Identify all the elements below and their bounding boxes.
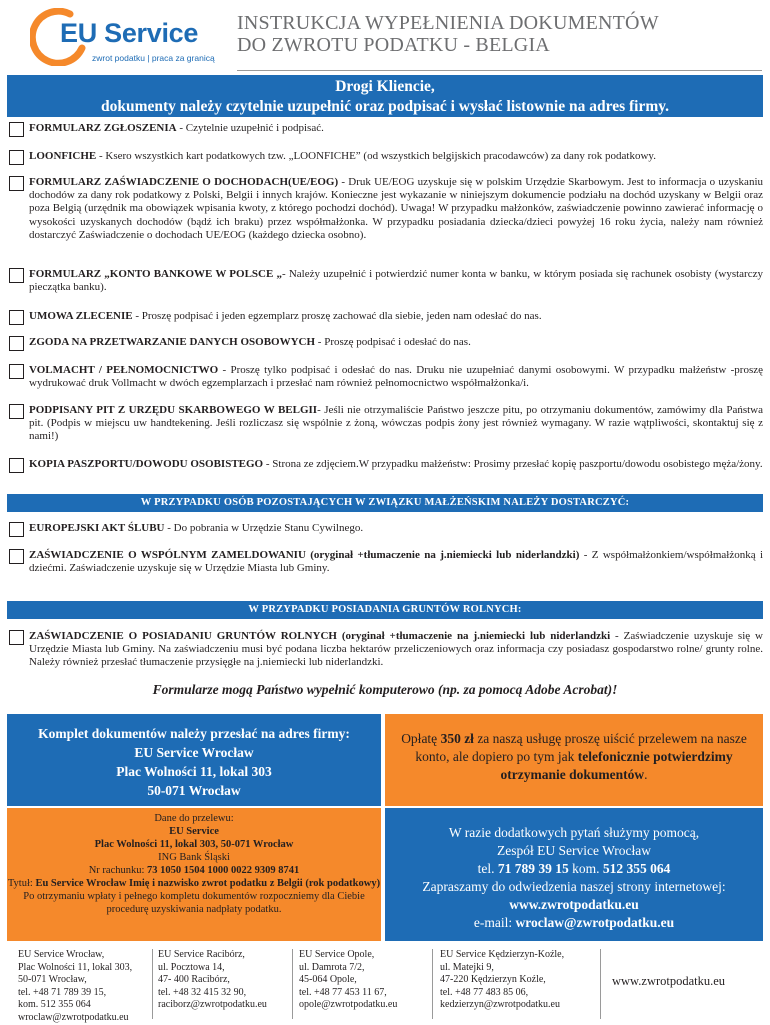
computer-fill-note: Formularze mogą Państwo wypełnić komputerowo (np. za pomocą Adobe Acrobat)!	[152, 682, 618, 697]
title-value: Eu Service Wrocław Imię i nazwisko zwrot podatku z Belgii (rok podatkowy)	[35, 878, 381, 889]
checkbox[interactable]	[9, 176, 24, 191]
transfer-address: Plac Wolności 11, lokal 303, 50-071 Wrocław	[94, 839, 294, 850]
company-name: EU Service Wrocław	[134, 745, 254, 760]
contact-intro: W razie dodatkowych pytań służymy pomocą,	[448, 825, 700, 840]
item-description: - Proszę podpisać i odesłać do nas.	[315, 336, 471, 348]
item-title: ZAŚWIADCZENIE O WSPÓLNYM ZAMELDOWANIU (oryginał +tłumaczenie na j.niemiecki lub niderlandzki)	[29, 549, 580, 561]
email-label: e-mail:	[473, 915, 516, 930]
account-number: 73 1050 1504 1000 0022 9309 8741	[147, 865, 300, 876]
item-description: - Strona ze zdjęciem.W przypadku małżeństw: Prosimy przesłać kopię paszportu/dowodu osobistego męża/żony.	[263, 458, 763, 470]
footer-divider	[432, 949, 433, 1019]
account-label: Nr rachunku:	[88, 865, 148, 876]
item-title: PODPISANY PIT Z URZĘDU SKARBOWEGO W BELGII	[29, 404, 318, 416]
banner-instruction: dokumenty należy czytelnie uzupełnić oraz podpisać i wysłać listownie na adres firmy.	[100, 98, 670, 115]
office-line: Plac Wolności 11, lokal 303,	[18, 961, 133, 973]
intro-banner	[7, 75, 763, 117]
married-section-header: W PRZYPADKU OSÓB POZOSTAJĄCYCH W ZWIĄZKU MAŁŻEŃSKIM NALEŻY DOSTARCZYĆ:	[7, 494, 763, 512]
office-line: tel. +48 77 483 85 06,	[440, 986, 529, 998]
office-opole	[299, 949, 397, 1012]
office-line: 45-064 Opole,	[299, 974, 357, 986]
item-title: FORMULARZ ZAŚWIADCZENIE O DOCHODACH(UE/EOG)	[29, 176, 339, 188]
office-line: EU Service Kędzierzyn-Koźle,	[440, 949, 565, 960]
office-line: 47-220 Kędzierzyn Koźle,	[440, 974, 546, 986]
office-line: ul. Matejki 9,	[440, 961, 494, 973]
office-line: 47- 400 Racibórz,	[158, 974, 230, 986]
checkbox[interactable]	[9, 458, 24, 473]
item-description: - Jeśli nie otrzymaliście Państwo jeszcze pitu, po otrzymaniu dokumentów, zamówimy dla Państwa pit. (Podpis w miejscu uw handtekening. Jeśli rozliczasz się wspólnie z żoną, wówczas podpis żony jest również wymagany. W razie wątpliwości, skontaktuj się z nami!)	[29, 404, 763, 443]
item-description: - Należy uzupełnić i potwierdzić numer konta w banku, w którym posiada się rachunek osobisty (wystarczy pieczątka banku).	[29, 268, 763, 294]
title-divider	[237, 70, 762, 71]
fee-text: za naszą usługę proszę uiścić przelewem na nasze konto, ale dopiero po tym jak	[415, 731, 747, 764]
fee-amount: 350 zł	[440, 731, 474, 746]
mailing-address-box	[7, 714, 381, 806]
checkbox[interactable]	[9, 268, 24, 283]
logo-tagline: zwrot podatku | praca za granicą	[92, 53, 215, 63]
item-description: - Z współmałżonkiem/współmałżonką i dziećmi. Zaświadczenie uzyskuje się w Urzędzie Miasta lub Gminy.	[29, 549, 764, 575]
transfer-company: EU Service	[169, 826, 219, 837]
checkbox[interactable]	[9, 310, 24, 325]
item-title: FORMULARZ ZGŁOSZENIA	[29, 122, 177, 134]
title-label: Tytuł:	[7, 878, 36, 889]
checkbox[interactable]	[9, 404, 24, 419]
contact-phone-line	[385, 860, 763, 878]
fee-highlight: telefonicznie potwierdzimy otrzymanie dokumentów	[500, 749, 733, 782]
office-email[interactable]: wroclaw@zwrotpodatku.eu	[18, 1011, 129, 1023]
contact-email-line	[385, 914, 763, 932]
office-line: EU Service Wrocław,	[18, 949, 105, 960]
transfer-details-box	[7, 808, 381, 941]
header	[0, 0, 770, 75]
checkbox[interactable]	[9, 150, 24, 165]
item-title: LOONFICHE	[29, 150, 97, 162]
office-email[interactable]: kedzierzyn@zwrotpodatku.eu	[440, 999, 560, 1011]
item-description: - Proszę podpisać i jeden egzemplarz proszę zachować dla siebie, jeden nam odesłać do nas.	[132, 310, 542, 322]
email-link[interactable]: wroclaw@zwrotpodatku.eu	[515, 915, 675, 930]
item-title: ZAŚWIADCZENIE O POSIADANIU GRUNTÓW ROLNYCH (oryginał +tłumaczenie na j.niemiecki lub niderlandzki	[29, 630, 611, 642]
office-kedzierzyn	[440, 949, 564, 1012]
contact-team: Zespół EU Service Wrocław	[496, 843, 652, 858]
banner-greeting: Drogi Kliencie,	[335, 78, 435, 95]
item-description: - Czytelnie uzupełnić i podpisać.	[176, 122, 324, 134]
item-title: FORMULARZ „KONTO BANKOWE W POLSCE „	[29, 268, 282, 280]
title-line-1: INSTRUKCJA WYPEŁNIENIA DOKUMENTÓW	[237, 12, 659, 34]
office-raciborz	[158, 949, 267, 1012]
checkbox[interactable]	[9, 549, 24, 564]
office-line: tel. +48 71 789 39 15,	[18, 986, 107, 998]
office-line: tel. +48 32 415 32 90,	[158, 986, 247, 998]
transfer-title-line	[7, 877, 381, 890]
postal-city: 50-071 Wrocław	[147, 783, 241, 798]
office-line: ul. Pocztowa 14,	[158, 961, 225, 973]
item-title: EUROPEJSKI AKT ŚLUBU	[29, 522, 165, 534]
item-title: ZGODA NA PRZETWARZANIE DANYCH OSOBOWYCH	[29, 336, 316, 348]
street-address: Plac Wolności 11, lokal 303	[116, 764, 272, 779]
transfer-bank: ING Bank Śląski	[158, 852, 230, 863]
mailing-instruction: Komplet dokumentów należy przesłać na adres firmy:	[38, 726, 350, 741]
office-line: EU Service Opole,	[299, 949, 375, 960]
office-wroclaw	[18, 949, 132, 1025]
checkbox[interactable]	[9, 522, 24, 537]
eu-service-logo	[30, 8, 215, 64]
item-title: KOPIA PASZPORTU/DOWODU OSOBISTEGO	[29, 458, 264, 470]
footer-divider	[292, 949, 293, 1019]
tel-label: tel.	[477, 861, 498, 876]
page-title	[237, 12, 659, 56]
transfer-footer: Po otrzymaniu wpłaty i pełnego kompletu dokumentów rozpoczniemy dla Ciebie procedurę uzyskiwania nadpłaty podatku.	[23, 891, 365, 915]
item-description: - Druk UE/EOG uzyskuje się w polskim Urzędzie Skarbowym. Jest to informacja o uzyskaniu dochodów za dany rok podatkowy z Polski, Belgii i innych krajów. Konieczne jest wykazanie w niniejszym dokumencie podziału na dochód uzyskany w Belgii oraz poza Belgią (urzędnik ma obowiązek wpisania kwoty, z którego pochodzi dochód). Uwaga! W przypadku małżonków, zaświadczenie powinno zawierać informację o wysokości uzyskanych dochodów (bądź ich braku) przez współmałżonka. W przypadku posiadania dziecka/dzieci powyżej 16 roku życia, należy nam również dostarczyć Zaświadczenie o dochodach UE/EOG (każdego dziecka osobno).	[29, 176, 763, 241]
office-line: ul. Damrota 7/2,	[299, 961, 365, 973]
footer-divider	[600, 949, 601, 1019]
office-line: kom. 512 355 064	[18, 999, 91, 1011]
office-line: EU Service Racibórz,	[158, 949, 245, 960]
footer	[0, 945, 770, 1024]
item-title: UMOWA ZLECENIE	[29, 310, 133, 322]
office-line: 50-071 Wrocław,	[18, 974, 87, 986]
contact-box	[385, 808, 763, 941]
title-line-2: DO ZWROTU PODATKU - BELGIA	[237, 34, 550, 56]
checkbox[interactable]	[9, 364, 24, 379]
item-title: VOLMACHT / PEŁNOMOCNICTWO	[29, 364, 219, 376]
contact-invite: Zapraszamy do odwiedzenia naszej strony internetowej:	[422, 879, 726, 894]
office-email[interactable]: raciborz@zwrotpodatku.eu	[158, 999, 267, 1011]
website-link[interactable]: www.zwrotpodatku.eu	[509, 897, 639, 912]
land-section-header: W PRZYPADKU POSIADANIA GRUNTÓW ROLNYCH:	[7, 601, 763, 619]
transfer-account-line	[7, 864, 381, 877]
fee-text: .	[644, 767, 648, 782]
mobile-number[interactable]: 512 355 064	[602, 861, 671, 876]
item-description: - Do pobrania w Urzędzie Stanu Cywilnego.	[164, 522, 364, 534]
footer-website-link[interactable]: www.zwrotpodatku.eu	[612, 974, 726, 988]
footer-divider	[152, 949, 153, 1019]
kom-label: kom.	[568, 861, 603, 876]
office-email[interactable]: opole@zwrotpodatku.eu	[299, 999, 398, 1011]
logo-wordmark: EU Service	[60, 18, 199, 48]
fee-text: Opłatę	[401, 731, 441, 746]
checkbox[interactable]	[9, 630, 24, 645]
tel-number[interactable]: 71 789 39 15	[497, 861, 569, 876]
checkbox[interactable]	[9, 336, 24, 351]
checkbox[interactable]	[9, 122, 24, 137]
transfer-heading: Dane do przelewu:	[154, 813, 234, 824]
fee-box	[385, 714, 763, 806]
item-description: - Zaświadczenie uzyskuje się w Urzędzie Miasta lub Gminy. Na zaświadczeniu musi być podana liczba hektarów przeliczeniowych oraz informacja czy posiadasz gospodarstwo rolne/ grunty rolne. Należy również przesłać tłumaczenie przysięgłe na j.niemiecki lub niderlandzki.	[29, 630, 763, 669]
item-description: - Proszę tylko podpisać i odesłać do nas. Druku nie uzupełniać danymi osobowymi. W przypadku małżeństw -proszę wydrukować druk Vollmacht w dwóch egzemplarzach i przesłać nam również pełnomocnictwo współmałżonka/i.	[29, 364, 763, 390]
item-description: - Ksero wszystkich kart podatkowych tzw. „LOONFICHE” (od wszystkich belgijskich pracodawców) za dany rok podatkowy.	[96, 150, 656, 162]
office-line: tel. +48 77 453 11 67,	[299, 986, 387, 998]
